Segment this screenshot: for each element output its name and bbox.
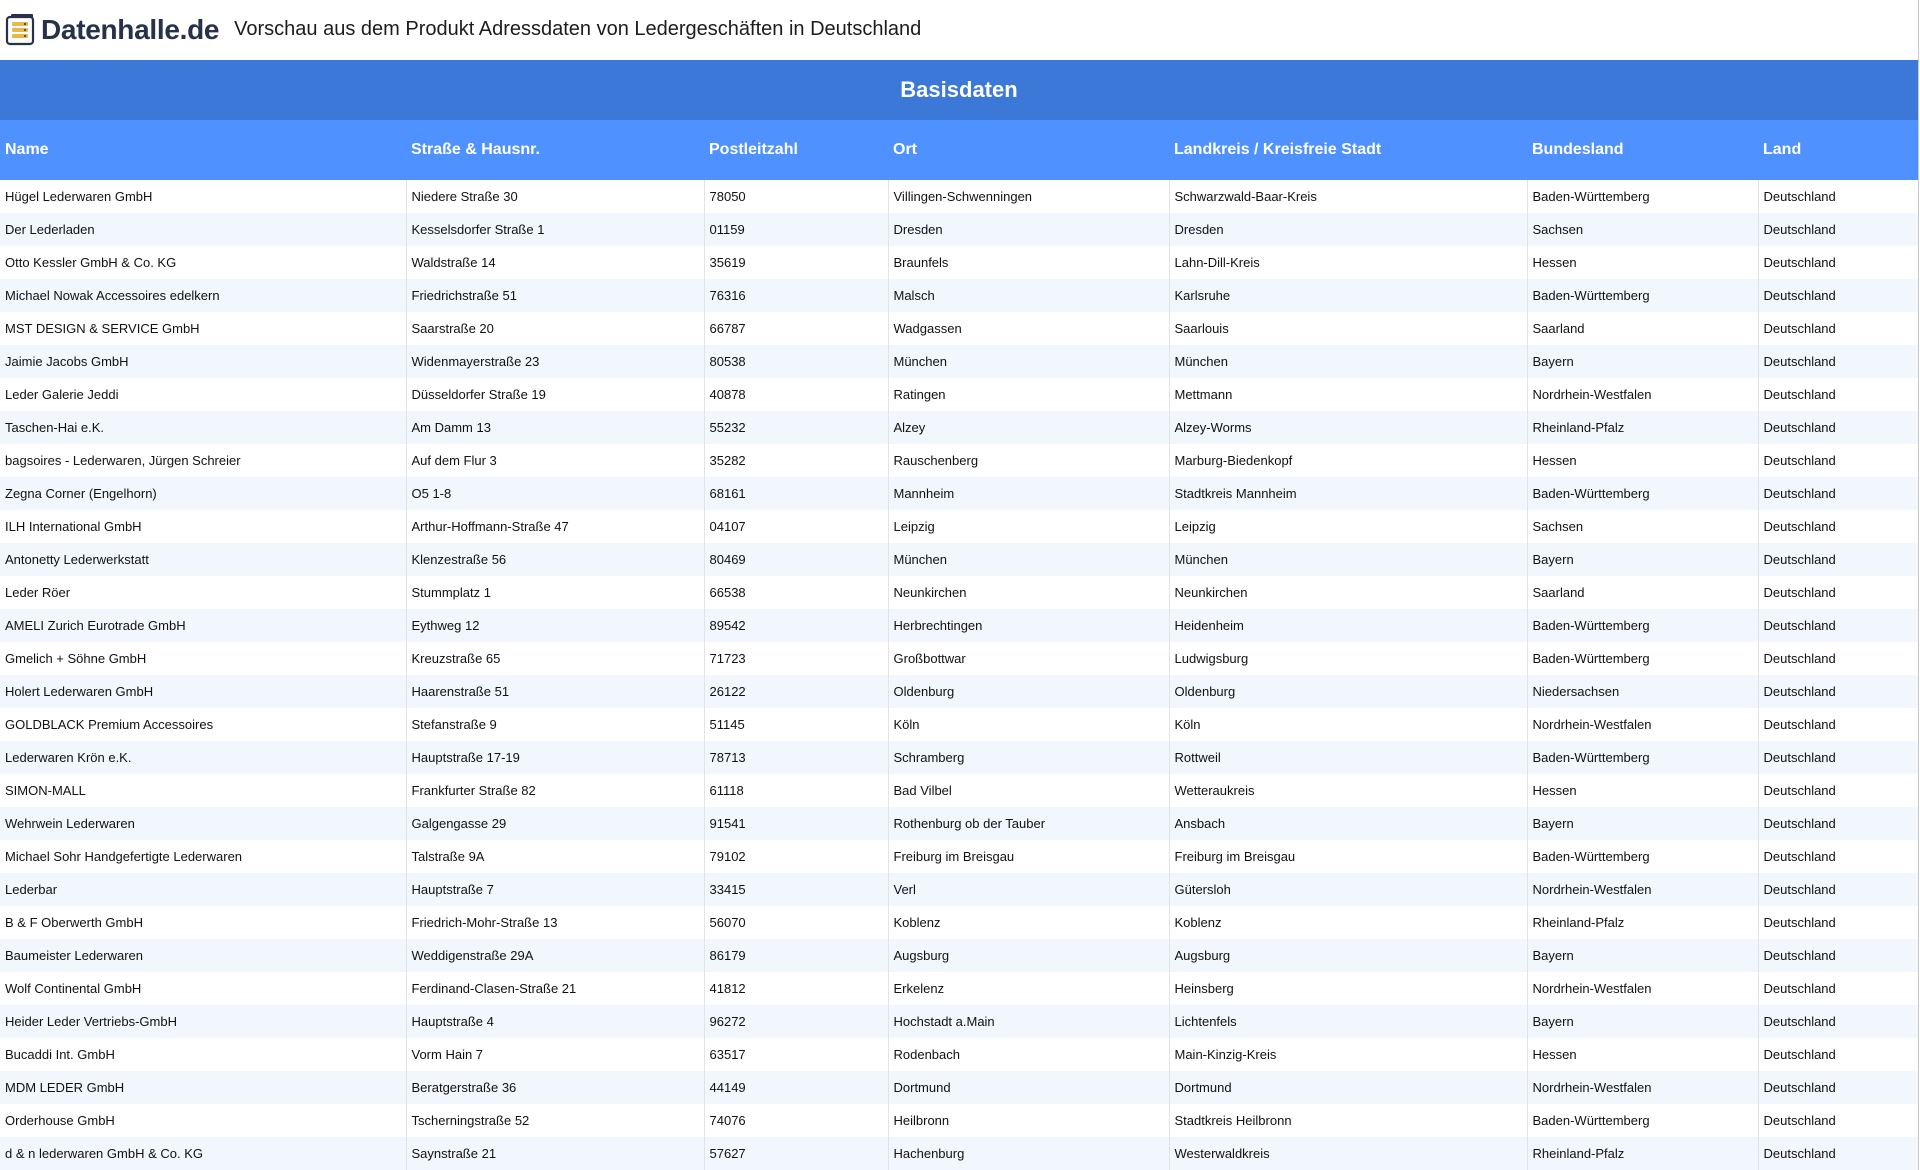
cell-postcode: 55232 — [704, 411, 888, 444]
cell-street: Düsseldorfer Straße 19 — [406, 378, 704, 411]
cell-city: Rodenbach — [888, 1038, 1169, 1071]
column-header-district[interactable]: Landkreis / Kreisfreie Stadt — [1169, 120, 1527, 180]
cell-city: Augsburg — [888, 939, 1169, 972]
cell-country: Deutschland — [1758, 444, 1918, 477]
cell-state: Bayern — [1527, 1005, 1758, 1038]
cell-postcode: 80469 — [704, 543, 888, 576]
top-bar — [0, 0, 1918, 60]
cell-name: Zegna Corner (Engelhorn) — [0, 477, 406, 510]
cell-street: Am Damm 13 — [406, 411, 704, 444]
table-row[interactable] — [0, 477, 1918, 510]
cell-country: Deutschland — [1758, 411, 1918, 444]
cell-district: Freiburg im Breisgau — [1169, 840, 1527, 873]
cell-country: Deutschland — [1758, 774, 1918, 807]
cell-postcode: 71723 — [704, 642, 888, 675]
cell-district: Mettmann — [1169, 378, 1527, 411]
cell-street: Widenmayerstraße 23 — [406, 345, 704, 378]
cell-state: Bayern — [1527, 807, 1758, 840]
cell-state: Rheinland-Pfalz — [1527, 411, 1758, 444]
cell-city: München — [888, 345, 1169, 378]
cell-name: d & n lederwaren GmbH & Co. KG — [0, 1137, 406, 1170]
cell-district: Karlsruhe — [1169, 279, 1527, 312]
cell-district: Rottweil — [1169, 741, 1527, 774]
cell-country: Deutschland — [1758, 642, 1918, 675]
cell-street: Kesselsdorfer Straße 1 — [406, 213, 704, 246]
table-header-row — [0, 120, 1918, 180]
cell-state: Baden-Württemberg — [1527, 642, 1758, 675]
cell-postcode: 41812 — [704, 972, 888, 1005]
cell-state: Hessen — [1527, 246, 1758, 279]
column-header-street[interactable]: Straße & Hausnr. — [406, 120, 704, 180]
cell-district: Lichtenfels — [1169, 1005, 1527, 1038]
cell-state: Baden-Württemberg — [1527, 741, 1758, 774]
cell-city: Großbottwar — [888, 642, 1169, 675]
column-header-city[interactable]: Ort — [888, 120, 1169, 180]
table-row[interactable] — [0, 213, 1918, 246]
cell-district: Ludwigsburg — [1169, 642, 1527, 675]
cell-city: Hachenburg — [888, 1137, 1169, 1170]
cell-street: Friedrich-Mohr-Straße 13 — [406, 906, 704, 939]
cell-postcode: 57627 — [704, 1137, 888, 1170]
cell-name: Michael Nowak Accessoires edelkern — [0, 279, 406, 312]
cell-street: Klenzestraße 56 — [406, 543, 704, 576]
cell-state: Baden-Württemberg — [1527, 279, 1758, 312]
cell-city: Rauschenberg — [888, 444, 1169, 477]
cell-city: Hochstadt a.Main — [888, 1005, 1169, 1038]
cell-street: Eythweg 12 — [406, 609, 704, 642]
cell-state: Niedersachsen — [1527, 675, 1758, 708]
cell-postcode: 04107 — [704, 510, 888, 543]
cell-city: Herbrechtingen — [888, 609, 1169, 642]
cell-country: Deutschland — [1758, 708, 1918, 741]
cell-street: Hauptstraße 4 — [406, 1005, 704, 1038]
table-row[interactable] — [0, 510, 1918, 543]
cell-state: Nordrhein-Westfalen — [1527, 972, 1758, 1005]
cell-street: Hauptstraße 7 — [406, 873, 704, 906]
cell-city: Villingen-Schwenningen — [888, 180, 1169, 213]
cell-name: ILH International GmbH — [0, 510, 406, 543]
cell-country: Deutschland — [1758, 840, 1918, 873]
cell-state: Bayern — [1527, 345, 1758, 378]
cell-city: Ratingen — [888, 378, 1169, 411]
cell-state: Bayern — [1527, 939, 1758, 972]
cell-name: GOLDBLACK Premium Accessoires — [0, 708, 406, 741]
column-header-country[interactable]: Land — [1758, 120, 1918, 180]
cell-country: Deutschland — [1758, 939, 1918, 972]
cell-street: Kreuzstraße 65 — [406, 642, 704, 675]
cell-name: MDM LEDER GmbH — [0, 1071, 406, 1104]
cell-state: Baden-Württemberg — [1527, 1104, 1758, 1137]
cell-country: Deutschland — [1758, 1005, 1918, 1038]
cell-street: Haarenstraße 51 — [406, 675, 704, 708]
table-row[interactable] — [0, 279, 1918, 312]
cell-postcode: 96272 — [704, 1005, 888, 1038]
cell-country: Deutschland — [1758, 675, 1918, 708]
table-row[interactable] — [0, 345, 1918, 378]
table-row[interactable] — [0, 378, 1918, 411]
table-row[interactable] — [0, 807, 1918, 840]
cell-name: Holert Lederwaren GmbH — [0, 675, 406, 708]
table-row[interactable] — [0, 576, 1918, 609]
cell-city: Dortmund — [888, 1071, 1169, 1104]
table-row[interactable] — [0, 246, 1918, 279]
cell-state: Nordrhein-Westfalen — [1527, 378, 1758, 411]
cell-district: München — [1169, 543, 1527, 576]
cell-state: Hessen — [1527, 1038, 1758, 1071]
cell-postcode: 63517 — [704, 1038, 888, 1071]
cell-district: Stadtkreis Heilbronn — [1169, 1104, 1527, 1137]
cell-street: Frankfurter Straße 82 — [406, 774, 704, 807]
cell-street: Niedere Straße 30 — [406, 180, 704, 213]
cell-name: bagsoires - Lederwaren, Jürgen Schreier — [0, 444, 406, 477]
table-row[interactable] — [0, 543, 1918, 576]
cell-district: Augsburg — [1169, 939, 1527, 972]
cell-name: Heider Leder Vertriebs-GmbH — [0, 1005, 406, 1038]
page-title: Vorschau aus dem Produkt Adressdaten von Ledergeschäften in Deutschland — [234, 17, 922, 40]
cell-city: Wadgassen — [888, 312, 1169, 345]
table-row[interactable] — [0, 741, 1918, 774]
cell-name: Hügel Lederwaren GmbH — [0, 180, 406, 213]
cell-postcode: 91541 — [704, 807, 888, 840]
column-header-name[interactable]: Name — [0, 120, 406, 180]
cell-name: Wolf Continental GmbH — [0, 972, 406, 1005]
cell-city: Mannheim — [888, 477, 1169, 510]
section-title: Basisdaten — [900, 77, 1018, 102]
cell-district: Wetteraukreis — [1169, 774, 1527, 807]
cell-name: Bucaddi Int. GmbH — [0, 1038, 406, 1071]
cell-street: Weddigenstraße 29A — [406, 939, 704, 972]
cell-postcode: 74076 — [704, 1104, 888, 1137]
cell-state: Sachsen — [1527, 510, 1758, 543]
cell-postcode: 61118 — [704, 774, 888, 807]
cell-district: Ansbach — [1169, 807, 1527, 840]
cell-state: Nordrhein-Westfalen — [1527, 873, 1758, 906]
cell-state: Rheinland-Pfalz — [1527, 1137, 1758, 1170]
cell-district: Stadtkreis Mannheim — [1169, 477, 1527, 510]
cell-postcode: 79102 — [704, 840, 888, 873]
cell-city: Rothenburg ob der Tauber — [888, 807, 1169, 840]
cell-district: Marburg-Biedenkopf — [1169, 444, 1527, 477]
cell-name: Leder Röer — [0, 576, 406, 609]
cell-country: Deutschland — [1758, 906, 1918, 939]
cell-street: Stefanstraße 9 — [406, 708, 704, 741]
cell-state: Saarland — [1527, 576, 1758, 609]
cell-country: Deutschland — [1758, 180, 1918, 213]
cell-name: Orderhouse GmbH — [0, 1104, 406, 1137]
table-row[interactable] — [0, 312, 1918, 345]
cell-city: München — [888, 543, 1169, 576]
cell-name: Der Lederladen — [0, 213, 406, 246]
cell-country: Deutschland — [1758, 378, 1918, 411]
cell-name: Taschen-Hai e.K. — [0, 411, 406, 444]
cell-postcode: 51145 — [704, 708, 888, 741]
table-row[interactable] — [0, 972, 1918, 1005]
cell-name: Jaimie Jacobs GmbH — [0, 345, 406, 378]
cell-district: Oldenburg — [1169, 675, 1527, 708]
cell-postcode: 35619 — [704, 246, 888, 279]
cell-street: Ferdinand-Clasen-Straße 21 — [406, 972, 704, 1005]
cell-name: AMELI Zurich Eurotrade GmbH — [0, 609, 406, 642]
cell-district: Heinsberg — [1169, 972, 1527, 1005]
cell-district: Schwarzwald-Baar-Kreis — [1169, 180, 1527, 213]
cell-district: Dortmund — [1169, 1071, 1527, 1104]
cell-state: Baden-Württemberg — [1527, 840, 1758, 873]
cell-country: Deutschland — [1758, 609, 1918, 642]
cell-postcode: 01159 — [704, 213, 888, 246]
cell-city: Oldenburg — [888, 675, 1169, 708]
cell-city: Bad Vilbel — [888, 774, 1169, 807]
cell-postcode: 78713 — [704, 741, 888, 774]
cell-city: Köln — [888, 708, 1169, 741]
cell-city: Schramberg — [888, 741, 1169, 774]
cell-country: Deutschland — [1758, 312, 1918, 345]
cell-city: Leipzig — [888, 510, 1169, 543]
cell-city: Verl — [888, 873, 1169, 906]
cell-district: Köln — [1169, 708, 1527, 741]
cell-city: Heilbronn — [888, 1104, 1169, 1137]
table-row[interactable] — [0, 1104, 1918, 1137]
cell-street: Beratgerstraße 36 — [406, 1071, 704, 1104]
table-row[interactable] — [0, 840, 1918, 873]
cell-state: Rheinland-Pfalz — [1527, 906, 1758, 939]
cell-state: Baden-Württemberg — [1527, 180, 1758, 213]
cell-city: Koblenz — [888, 906, 1169, 939]
cell-state: Baden-Württemberg — [1527, 477, 1758, 510]
cell-district: Heidenheim — [1169, 609, 1527, 642]
table-row[interactable] — [0, 180, 1918, 213]
cell-name: Wehrwein Lederwaren — [0, 807, 406, 840]
cell-city: Braunfels — [888, 246, 1169, 279]
cell-country: Deutschland — [1758, 741, 1918, 774]
cell-country: Deutschland — [1758, 576, 1918, 609]
table-row[interactable] — [0, 774, 1918, 807]
table-row[interactable] — [0, 708, 1918, 741]
cell-street: Hauptstraße 17-19 — [406, 741, 704, 774]
cell-postcode: 33415 — [704, 873, 888, 906]
cell-district: München — [1169, 345, 1527, 378]
brand-name: Datenhalle.de — [41, 14, 220, 45]
cell-street: Galgengasse 29 — [406, 807, 704, 840]
cell-district: Neunkirchen — [1169, 576, 1527, 609]
cell-name: MST DESIGN & SERVICE GmbH — [0, 312, 406, 345]
cell-district: Lahn-Dill-Kreis — [1169, 246, 1527, 279]
brand-logo[interactable] — [4, 13, 219, 47]
cell-state: Saarland — [1527, 312, 1758, 345]
cell-country: Deutschland — [1758, 543, 1918, 576]
cell-name: Lederbar — [0, 873, 406, 906]
cell-state: Nordrhein-Westfalen — [1527, 708, 1758, 741]
cell-street: Tscherningstraße 52 — [406, 1104, 704, 1137]
cell-district: Leipzig — [1169, 510, 1527, 543]
cell-postcode: 35282 — [704, 444, 888, 477]
cell-country: Deutschland — [1758, 1104, 1918, 1137]
cell-postcode: 66538 — [704, 576, 888, 609]
table-row[interactable] — [0, 411, 1918, 444]
cell-country: Deutschland — [1758, 279, 1918, 312]
cell-country: Deutschland — [1758, 246, 1918, 279]
cell-district: Dresden — [1169, 213, 1527, 246]
cell-postcode: 44149 — [704, 1071, 888, 1104]
cell-city: Dresden — [888, 213, 1169, 246]
cell-street: Friedrichstraße 51 — [406, 279, 704, 312]
table-row[interactable] — [0, 906, 1918, 939]
table-row[interactable] — [0, 1137, 1918, 1170]
cell-country: Deutschland — [1758, 1137, 1918, 1170]
cell-country: Deutschland — [1758, 873, 1918, 906]
cell-country: Deutschland — [1758, 1071, 1918, 1104]
table-body — [0, 180, 1918, 1170]
cell-district: Koblenz — [1169, 906, 1527, 939]
cell-name: Leder Galerie Jeddi — [0, 378, 406, 411]
cell-street: O5 1-8 — [406, 477, 704, 510]
cell-street: Saarstraße 20 — [406, 312, 704, 345]
column-header-state[interactable]: Bundesland — [1527, 120, 1758, 180]
cell-state: Bayern — [1527, 543, 1758, 576]
cell-street: Talstraße 9A — [406, 840, 704, 873]
cell-state: Hessen — [1527, 774, 1758, 807]
cell-city: Freiburg im Breisgau — [888, 840, 1169, 873]
cell-state: Nordrhein-Westfalen — [1527, 1071, 1758, 1104]
cell-state: Hessen — [1527, 444, 1758, 477]
cell-name: Gmelich + Söhne GmbH — [0, 642, 406, 675]
cell-name: Otto Kessler GmbH & Co. KG — [0, 246, 406, 279]
section-header — [0, 60, 1918, 120]
cell-district: Westerwaldkreis — [1169, 1137, 1527, 1170]
cell-city: Malsch — [888, 279, 1169, 312]
table-row[interactable] — [0, 1005, 1918, 1038]
cell-city: Erkelenz — [888, 972, 1169, 1005]
cell-postcode: 76316 — [704, 279, 888, 312]
cell-district: Saarlouis — [1169, 312, 1527, 345]
table-row[interactable] — [0, 675, 1918, 708]
table-row[interactable] — [0, 609, 1918, 642]
table-row[interactable] — [0, 642, 1918, 675]
cell-country: Deutschland — [1758, 972, 1918, 1005]
cell-postcode: 78050 — [704, 180, 888, 213]
address-table — [0, 120, 1918, 1170]
cell-name: SIMON-MALL — [0, 774, 406, 807]
cell-country: Deutschland — [1758, 345, 1918, 378]
cell-street: Waldstraße 14 — [406, 246, 704, 279]
cell-street: Stummplatz 1 — [406, 576, 704, 609]
cell-street: Auf dem Flur 3 — [406, 444, 704, 477]
cell-postcode: 40878 — [704, 378, 888, 411]
cell-postcode: 89542 — [704, 609, 888, 642]
cell-state: Sachsen — [1527, 213, 1758, 246]
cell-district: Main-Kinzig-Kreis — [1169, 1038, 1527, 1071]
cell-district: Gütersloh — [1169, 873, 1527, 906]
table-row[interactable] — [0, 1071, 1918, 1104]
cell-country: Deutschland — [1758, 510, 1918, 543]
cell-postcode: 26122 — [704, 675, 888, 708]
cell-name: B & F Oberwerth GmbH — [0, 906, 406, 939]
cell-state: Baden-Württemberg — [1527, 609, 1758, 642]
table-row[interactable] — [0, 1038, 1918, 1071]
cell-street: Arthur-Hoffmann-Straße 47 — [406, 510, 704, 543]
cell-district: Alzey-Worms — [1169, 411, 1527, 444]
cell-street: Saynstraße 21 — [406, 1137, 704, 1170]
cell-name: Lederwaren Krön e.K. — [0, 741, 406, 774]
data-folder-icon — [4, 13, 38, 47]
cell-country: Deutschland — [1758, 477, 1918, 510]
cell-country: Deutschland — [1758, 1038, 1918, 1071]
cell-city: Alzey — [888, 411, 1169, 444]
cell-name: Michael Sohr Handgefertigte Lederwaren — [0, 840, 406, 873]
column-header-postcode[interactable]: Postleitzahl — [704, 120, 888, 180]
cell-name: Antonetty Lederwerkstatt — [0, 543, 406, 576]
table-row[interactable] — [0, 939, 1918, 972]
cell-postcode: 68161 — [704, 477, 888, 510]
cell-postcode: 56070 — [704, 906, 888, 939]
table-row[interactable] — [0, 444, 1918, 477]
cell-postcode: 80538 — [704, 345, 888, 378]
cell-postcode: 66787 — [704, 312, 888, 345]
cell-city: Neunkirchen — [888, 576, 1169, 609]
table-row[interactable] — [0, 873, 1918, 906]
cell-name: Baumeister Lederwaren — [0, 939, 406, 972]
cell-postcode: 86179 — [704, 939, 888, 972]
cell-country: Deutschland — [1758, 213, 1918, 246]
cell-street: Vorm Hain 7 — [406, 1038, 704, 1071]
cell-country: Deutschland — [1758, 807, 1918, 840]
